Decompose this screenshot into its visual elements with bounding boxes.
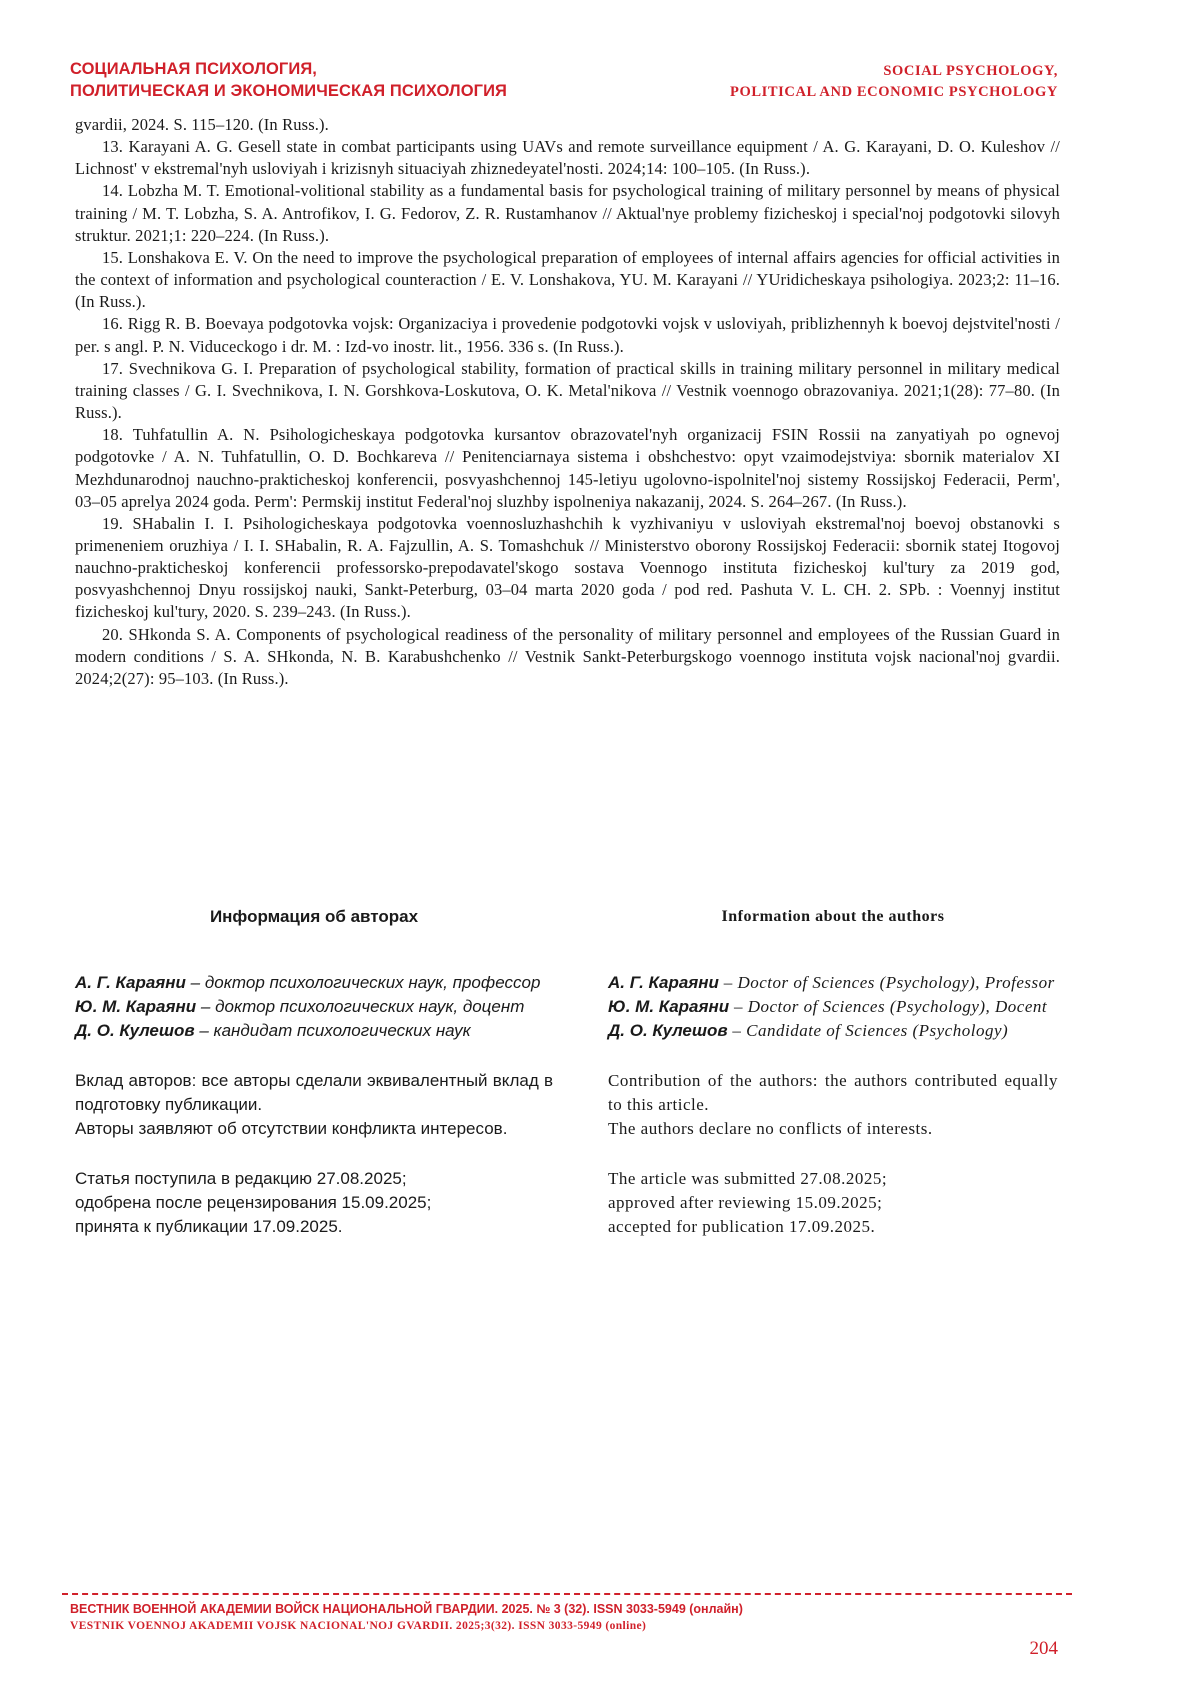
date-line: принята к публикации 17.09.2025.	[75, 1217, 343, 1236]
author-role: – доктор психологических наук, профессор	[185, 973, 541, 992]
contribution-statement: Contribution of the authors: the authors contributed equally to this article.	[608, 1071, 1058, 1114]
running-header-ru	[70, 58, 630, 102]
reference-item: 14. Lobzha M. T. Emotional-volitional stability as a fundamental basis for psychological training of military personnel by means of physical training / M. T. Lobzha, S. A. Antrofikov, I. G. Fedorov, Z. R. Rustamhanov // Aktual'nye problemy fizicheskoj i special'noj podgotovki silovyh struktur. 2021;1: 220–224. (In Russ.).	[75, 181, 1060, 245]
footer-divider	[62, 1593, 1072, 1595]
author-name: Д. О. Кулешов	[75, 1021, 195, 1040]
author-info-en	[608, 905, 1058, 1239]
author-entry	[608, 971, 1058, 995]
author-name: Д. О. Кулешов	[608, 1021, 728, 1040]
reference-item: 17. Svechnikova G. I. Preparation of psychological stability, formation of practical skills in training military personnel in military medical training classes / G. I. Svechnikova, I. N. Gorshkova-Loskutova, O. K. Metal'nikova // Vestnik voennogo obrazovaniya. 2021;1(28): 77–80. (In Russ.).	[75, 358, 1060, 423]
author-entry	[75, 1019, 553, 1043]
date-line: одобрена после рецензирования 15.09.2025;	[75, 1193, 432, 1212]
reference-list	[75, 114, 1060, 690]
author-role: – Doctor of Sciences (Psychology), Professor	[718, 973, 1055, 992]
running-header-ru-line1: СОЦИАЛЬНАЯ ПСИХОЛОГИЯ,	[70, 60, 317, 78]
author-role: – Candidate of Sciences (Psychology)	[727, 1021, 1009, 1040]
reference-item: 16. Rigg R. B. Boevaya podgotovka vojsk: Organizaciya i provedenie podgotovki vojsk v usloviyah, priblizhennyh k boevoj dejstvitel'nosti / per. s angl. P. N. Viduceckogo i dr. M. : Izd-vo inostr. lit., 1956. 336 s. (In Russ.).	[75, 314, 1060, 356]
author-entry	[75, 995, 553, 1019]
footer-journal-ru: ВЕСТНИК ВОЕННОЙ АКАДЕМИИ ВОЙСК НАЦИОНАЛЬНОЙ ГВАРДИИ. 2025. № 3 (32). ISSN 3033-5949 (онлайн)	[70, 1602, 743, 1616]
reference-item: 18. Tuhfatullin A. N. Psihologicheskaya podgotovka kursantov obrazovatel'nyh organizacij FSIN Rossii na zanyatiyah po ognevoj podgotovke / A. N. Tuhfatullin, O. D. Bochkareva // Penitenciarnaya sistema i obshchestvo: opyt vzaimodejstviya: sbornik materialov XI Mezhdunarodnoj nauchno-prakticheskoj konferencii, posvyashchennoj 145-letiyu ugolovno-ispolnitel'noj sistemy Rossijskoj Federacii, Perm', 03–05 aprelya 2024 goda. Perm': Permskij institut Federal'noj sluzhby ispolneniya nakazanij, 2024. S. 264–267. (In Russ.).	[75, 425, 1060, 511]
page-number: 204	[1029, 1638, 1058, 1659]
reference-item: 13. Karayani A. G. Gesell state in combat participants using UAVs and remote surveillance equipment / A. G. Karayani, D. O. Kuleshov // Lichnost' v ekstremal'nyh usloviyah i krizisnyh situaciyah zhiznedeyatel'nosti. 2024;14: 100–105. (In Russ.).	[75, 137, 1060, 179]
author-info-en-heading: Information about the authors	[721, 908, 945, 925]
author-name: Ю. М. Караяни	[608, 997, 730, 1016]
author-entry	[608, 1019, 1058, 1043]
author-name: А. Г. Караяни	[75, 973, 186, 992]
author-info-ru-heading: Информация об авторах	[209, 907, 419, 926]
footer-journal-en: VESTNIK VOENNOJ AKADEMII VOJSK NACIONAL'NOJ GVARDII. 2025;3(32). ISSN 3033-5949 (online)	[70, 1620, 647, 1632]
date-line: The article was submitted 27.08.2025;	[608, 1169, 888, 1188]
reference-item: 20. SHkonda S. A. Components of psychological readiness of the personality of military personnel and employees of the Russian Guard in modern conditions / S. A. SHkonda, N. B. Karabushchenko // Vestnik Sankt-Peterburgskogo voennogo instituta vojsk nacional'noj gvardii. 2024;2(27): 95–103. (In Russ.).	[75, 624, 1060, 688]
reference-continuation: gvardii, 2024. S. 115–120. (In Russ.).	[75, 115, 329, 134]
author-entry	[75, 971, 553, 995]
running-header-en-line2: POLITICAL AND ECONOMIC PSYCHOLOGY	[730, 84, 1058, 100]
conflict-statement: Авторы заявляют об отсутствии конфликта интересов.	[75, 1119, 508, 1138]
author-name: Ю. М. Караяни	[75, 997, 197, 1016]
date-line: accepted for publication 17.09.2025.	[608, 1217, 876, 1236]
running-header-en-line1: SOCIAL PSYCHOLOGY,	[883, 63, 1058, 79]
author-entry	[608, 995, 1058, 1019]
reference-item: 19. SHabalin I. I. Psihologicheskaya podgotovka voennosluzhashchih k vyzhivaniyu v usloviyah ekstremal'noj boevoj obstanovki s primeneniem oruzhiya / I. I. SHabalin, R. A. Fajzullin, A. S. Tomashchuk // Ministerstvo oborony Rossijskoj Federacii: sbornik statej Itogovoj nauchno-prakticheskoj konferencii professorsko-prepodavatel'skogo sostava Voennogo instituta fizicheskoj kul'tury za 2019 god, posvyashchennoj Dnyu rossijskoj nauki, Sankt-Peterburg, 03–04 marta 2020 goda / pod red. Pashuta V. L. CH. 2. SPb. : Voennyj institut fizicheskoj kul'tury, 2020. S. 239–243. (In Russ.).	[75, 513, 1060, 622]
author-role: – доктор психологических наук, доцент	[196, 997, 525, 1016]
conflict-statement: The authors declare no conflicts of interests.	[608, 1119, 933, 1138]
running-header-ru-line2: ПОЛИТИЧЕСКАЯ И ЭКОНОМИЧЕСКАЯ ПСИХОЛОГИЯ	[70, 82, 508, 100]
author-name: А. Г. Караяни	[608, 973, 719, 992]
date-line: approved after reviewing 15.09.2025;	[608, 1193, 883, 1212]
author-info-ru	[75, 905, 553, 1239]
reference-item: 15. Lonshakova E. V. On the need to improve the psychological preparation of employees of internal affairs agencies for official activities in the context of information and psychological counteraction / E. V. Lonshakova, YU. M. Karayani // YUridicheskaya psihologiya. 2023;2: 11–16. (In Russ.).	[75, 247, 1060, 312]
date-line: Статья поступила в редакцию 27.08.2025;	[75, 1169, 407, 1188]
running-header-en	[598, 61, 1058, 103]
author-role: – Doctor of Sciences (Psychology), Docent	[729, 997, 1048, 1016]
contribution-statement: Вклад авторов: все авторы сделали эквивалентный вклад в подготовку публикации.	[75, 1071, 553, 1114]
author-role: – кандидат психологических наук	[194, 1021, 471, 1040]
